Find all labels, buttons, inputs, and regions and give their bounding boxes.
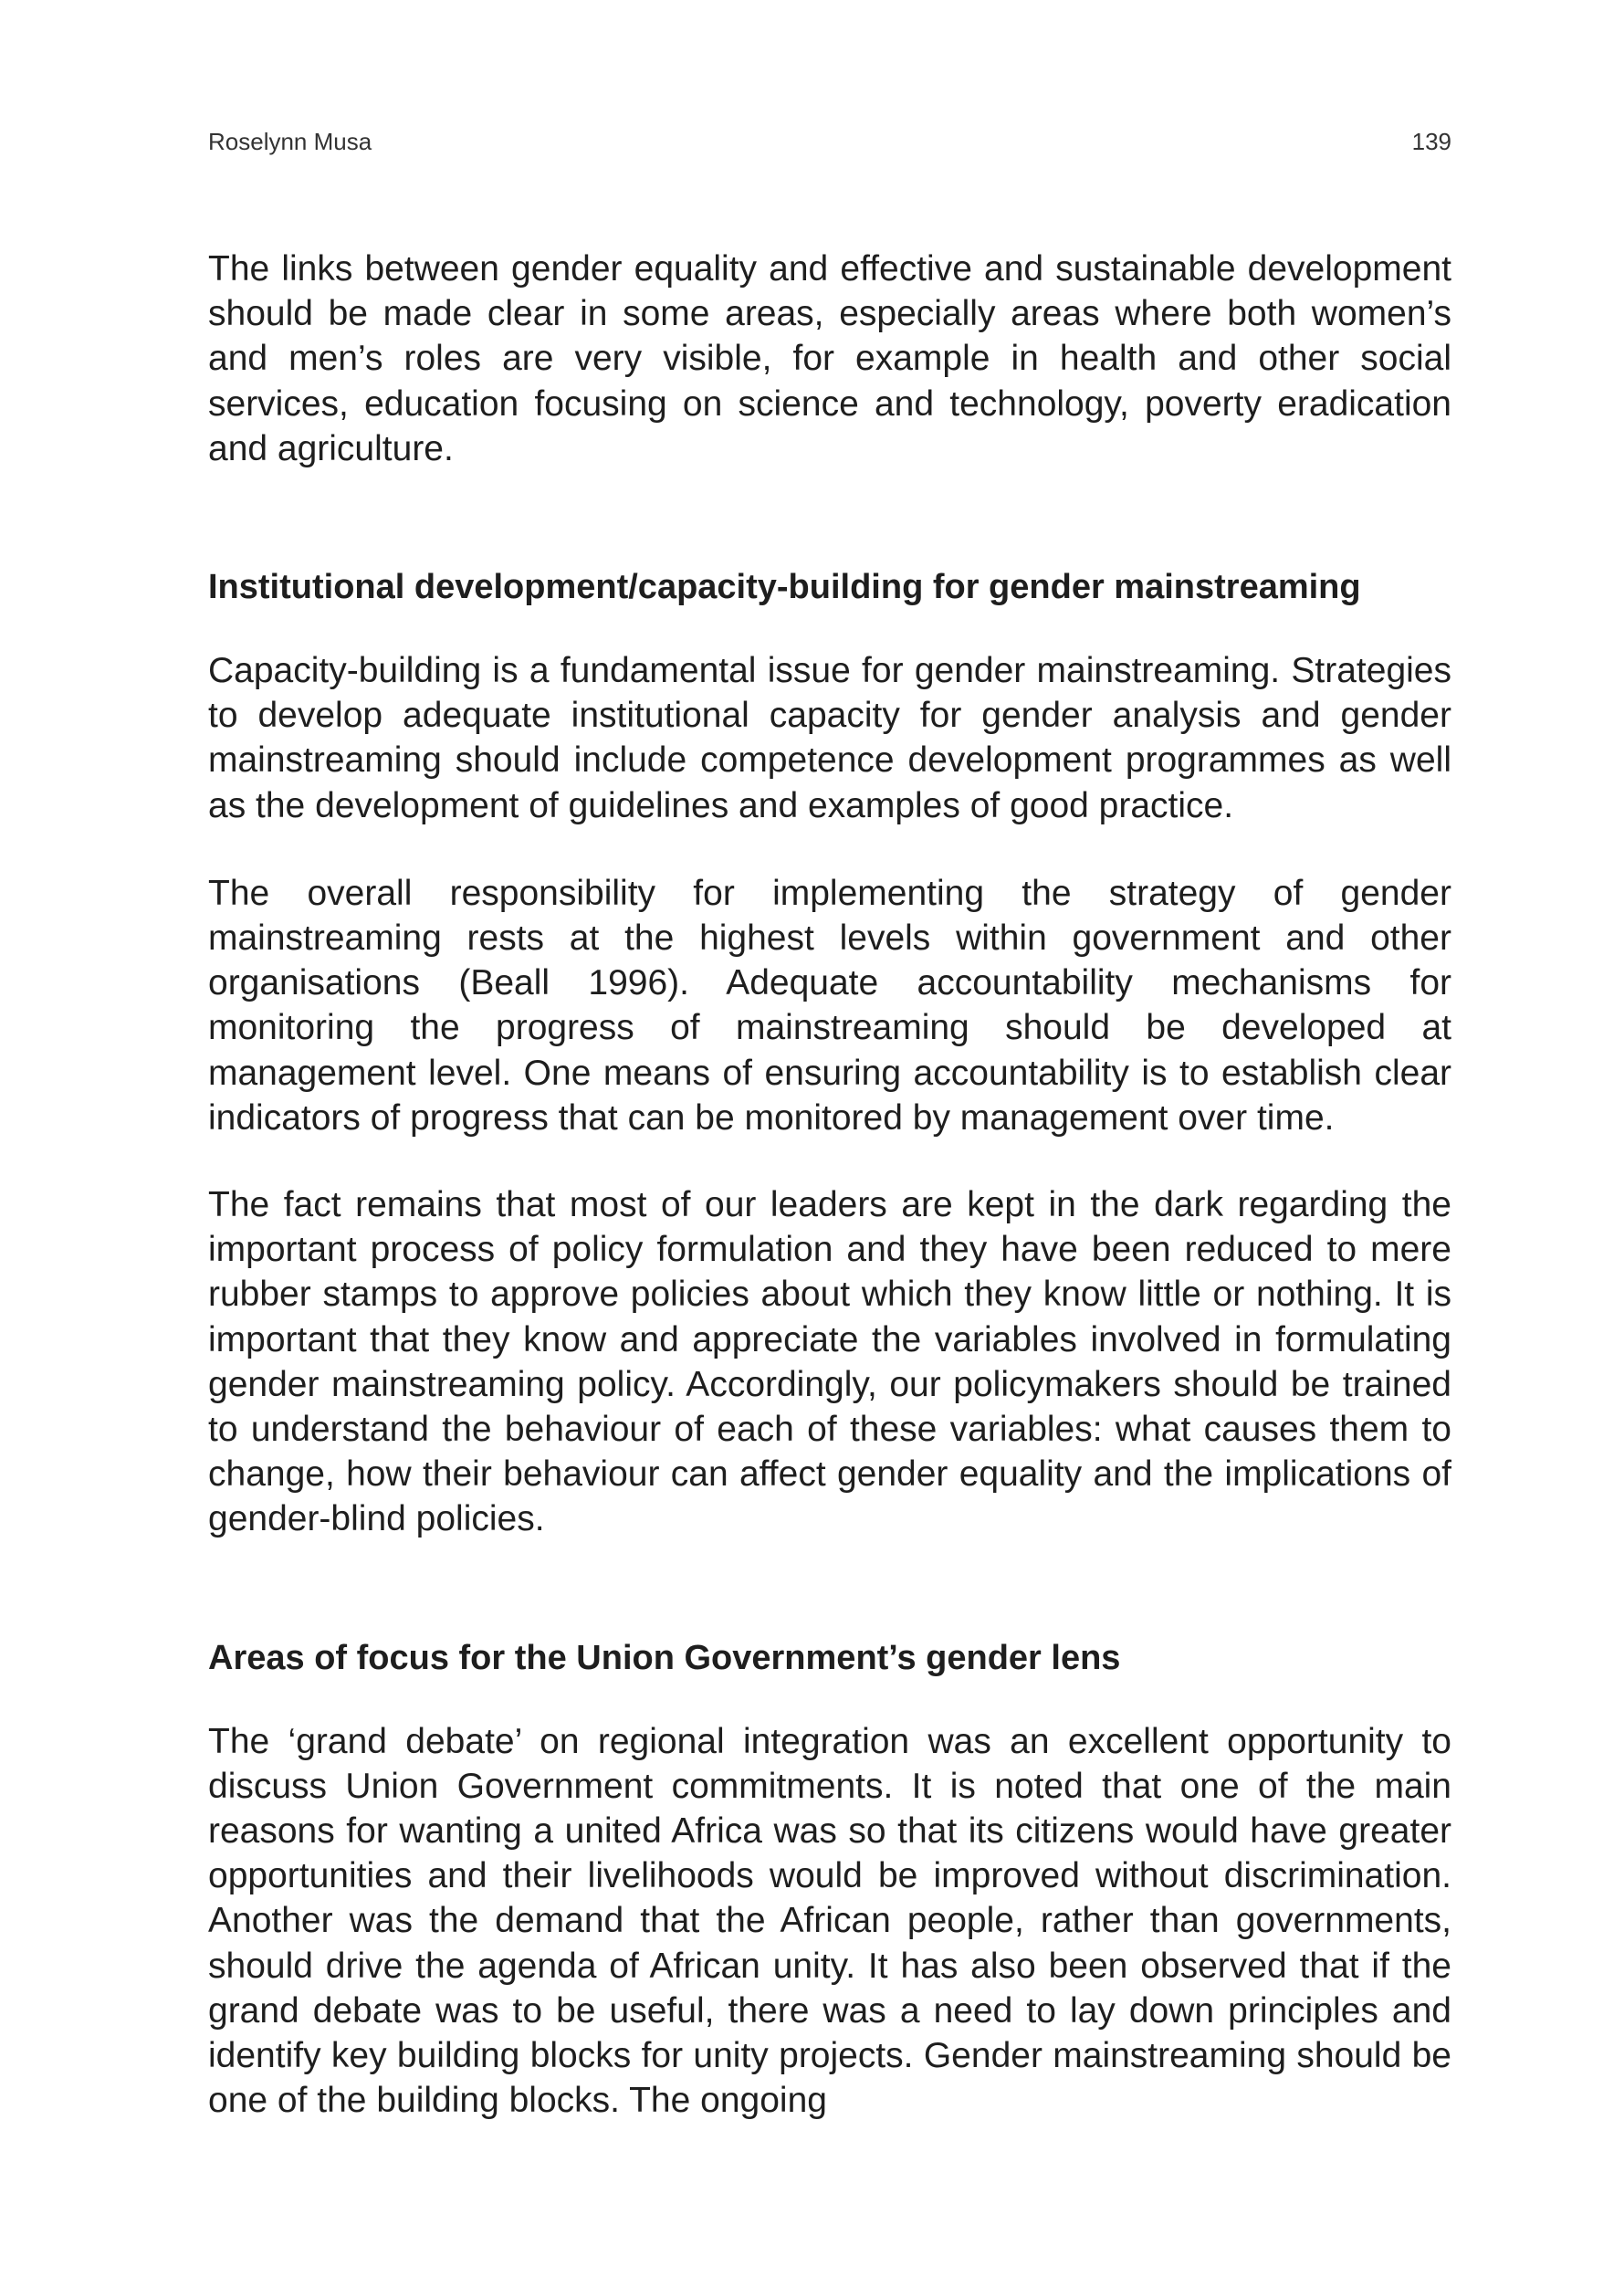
page-number: 139 — [1411, 128, 1451, 155]
running-head — [208, 126, 1451, 157]
section-heading-institutional-development: Institutional development/capacity-building for gender mainstreaming — [208, 568, 1361, 607]
body-paragraph: The fact remains that most of our leaders are kept in the dark regarding the important process of policy formulation and they have been reduced to mere rubber stamps to approve policies about which they know little or nothing. It is important that they know and appreciate the variables involved in formulating gender mainstreaming policy. Accordingly, our policymakers should be trained to understand the behaviour of each of these variables: what causes them to change, how their behaviour can affect gender equality and the implications of gender-blind policies. — [208, 1185, 1451, 1539]
body-paragraph: The overall responsibility for implementing the strategy of gender mainstreaming rests at the highest levels within government and other organisations (Beall 1996). Adequate accountability mechanisms for monitoring the progress of mainstreaming should be developed at management level. One means of ensuring accountability is to establish clear indicators of progress that can be monitored by management over time. — [208, 873, 1451, 1138]
page-body — [208, 247, 1451, 2124]
body-paragraph: The links between gender equality and effective and sustainable development should be made clear in some areas, especially areas where both women’s and men’s roles are very visible, for example in health and other social services, education focusing on science and technology, poverty eradication and agriculture. — [208, 249, 1451, 468]
running-head-author: Roselynn Musa — [208, 128, 372, 155]
section-heading-areas-of-focus: Areas of focus for the Union Government’s gender lens — [208, 1638, 1121, 1677]
body-paragraph: Capacity-building is a fundamental issue for gender mainstreaming. Strategies to develop adequate institutional capacity for gender analysis and gender mainstreaming should include competence development programmes as well as the development of guidelines and examples of good practice. — [208, 651, 1451, 825]
body-paragraph: The ‘grand debate’ on regional integration was an excellent opportunity to discuss Union Government commitments. It is noted that one of the main reasons for wanting a united Africa was so that its citizens would have greater opportunities and their livelihoods would be improved without discrimination. Another was the demand that the African people, rather than governments, should drive the agenda of African unity. It has also been observed that if the grand debate was to be useful, there was a need to lay down principles and identify key building blocks for unity projects. Gender mainstreaming should be one of the building blocks. The ongoing — [208, 1721, 1451, 2121]
